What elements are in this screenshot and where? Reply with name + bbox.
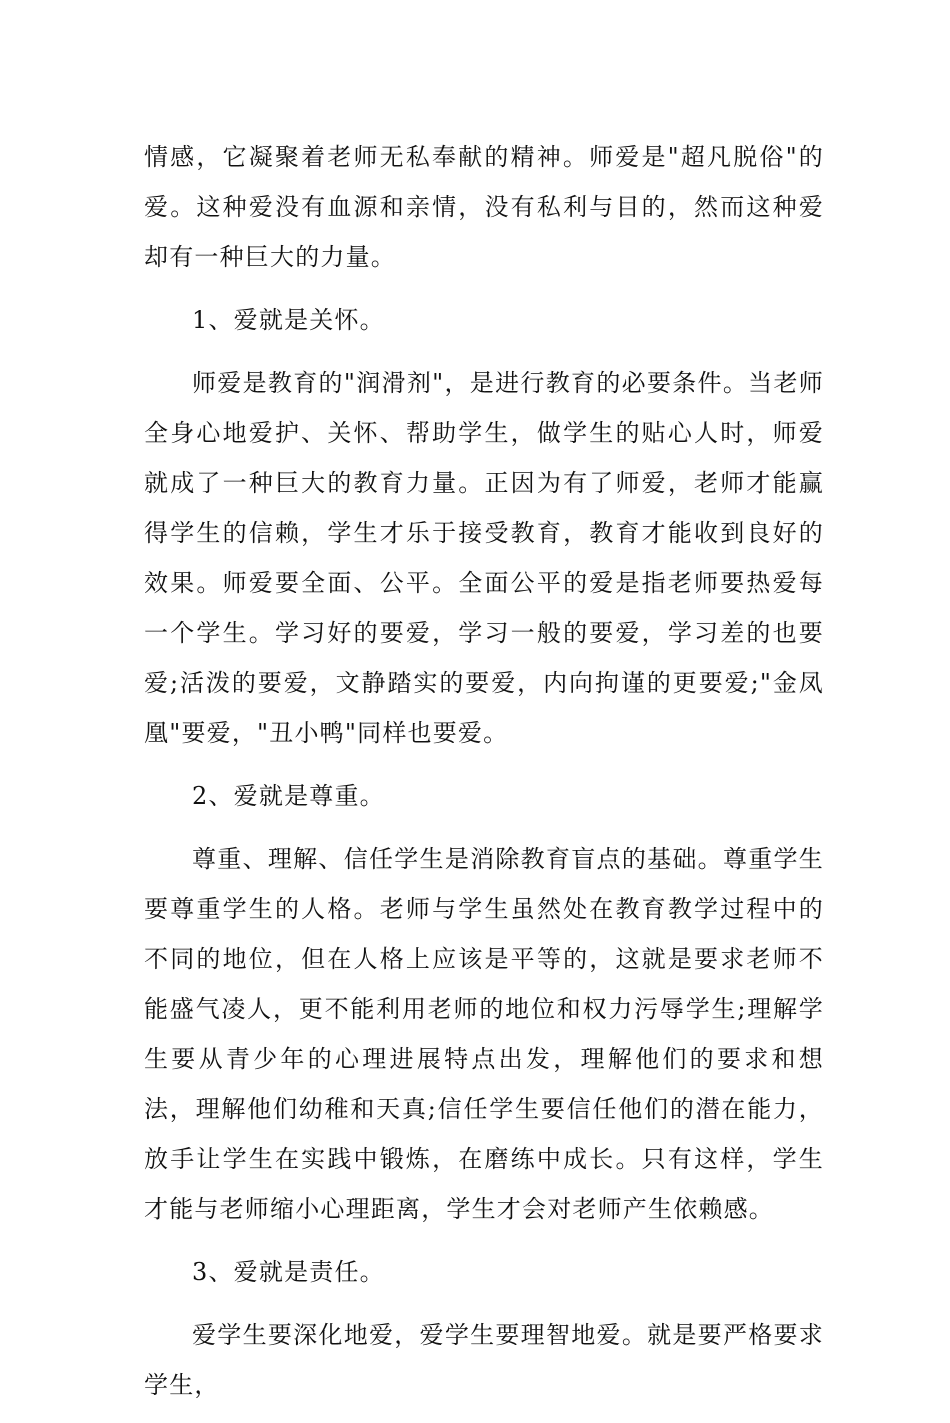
paragraph-respect: 尊重、理解、信任学生是消除教育盲点的基础。尊重学生要尊重学生的人格。老师与学生虽然处在教育教学过程中的不同的地位，但在人格上应该是平等的，这就是要求老师不能盛气凌人，更不能利用老师的地位和权力污辱学生;理解学生要从青少年的心理进展特点出发，理解他们的要求和想法，理解他们幼稚和天真;信任学生要信任他们的潜在能力，放手让学生在实践中锻炼，在磨练中成长。只有这样，学生才能与老师缩小心理距离，学生才会对老师产生依赖感。 xyxy=(144,845,824,1223)
section-heading-respect: 2、爱就是尊重。 xyxy=(192,782,385,810)
paragraph-responsibility: 爱学生要深化地爱，爱学生要理智地爱。就是要严格要求学生， xyxy=(144,1321,824,1399)
section-heading-responsibility: 3、爱就是责任。 xyxy=(192,1258,385,1286)
section-heading-care: 1、爱就是关怀。 xyxy=(192,306,385,334)
paragraph-intro-continuation: 情感，它凝聚着老师无私奉献的精神。师爱是"超凡脱俗"的爱。这种爱没有血源和亲情，没有私利与目的，然而这种爱却有一种巨大的力量。 xyxy=(144,143,824,271)
document-body xyxy=(144,132,824,1423)
paragraph-care: 师爱是教育的"润滑剂"，是进行教育的必要条件。当老师全身心地爱护、关怀、帮助学生，做学生的贴心人时，师爱就成了一种巨大的教育力量。正因为有了师爱，老师才能赢得学生的信赖，学生才乐于接受教育，教育才能收到良好的效果。师爱要全面、公平。全面公平的爱是指老师要热爱每一个学生。学习好的要爱，学习一般的要爱，学习差的也要爱;活泼的要爱，文静踏实的要爱，内向拘谨的更要爱;"金凤凰"要爱，"丑小鸭"同样也要爱。 xyxy=(144,369,824,747)
